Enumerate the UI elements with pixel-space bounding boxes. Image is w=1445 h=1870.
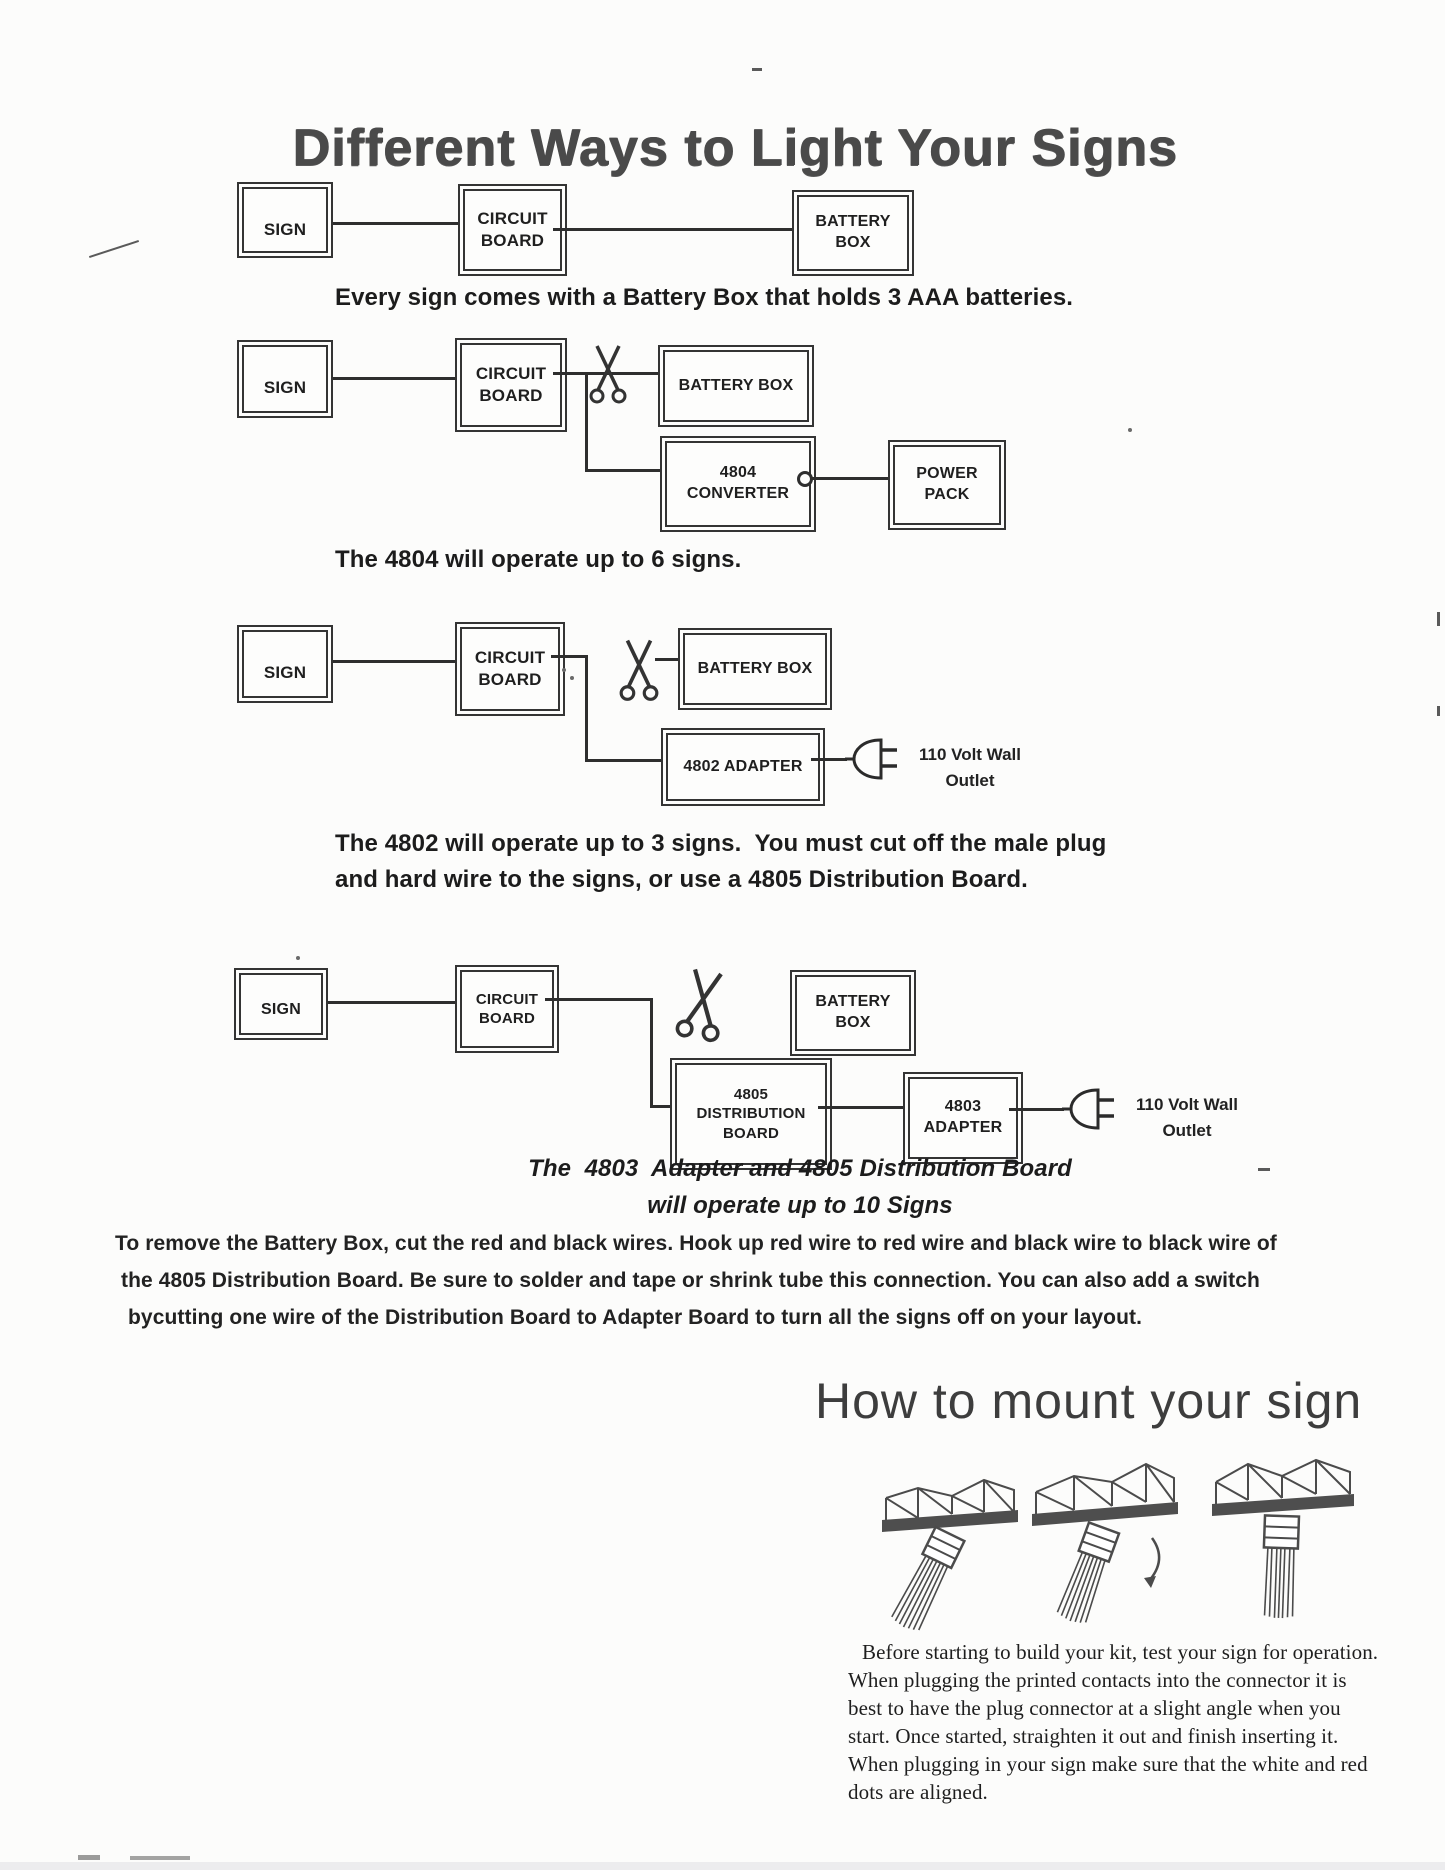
circuit-label: CIRCUIT — [477, 208, 548, 228]
caption-4802-line1: The 4802 will operate up to 3 signs. You must cut off the male plug — [335, 830, 1107, 857]
caption-4803-line1: The 4803 Adapter and 4805 Distribution Board — [528, 1155, 1072, 1182]
scan-speck — [570, 676, 574, 680]
adapter-number-label: 4803 — [944, 1098, 982, 1116]
mount-para-line6: dots are aligned. — [848, 1780, 988, 1804]
wire — [811, 758, 847, 761]
scissors-icon — [672, 964, 732, 1047]
battery-box-box — [790, 970, 916, 1056]
power-label: POWER — [916, 465, 978, 483]
wire — [551, 655, 587, 658]
pen-mark-artifact — [89, 240, 139, 258]
wire — [585, 655, 588, 762]
board-label: BOARD — [479, 1010, 535, 1027]
battery-box-box — [792, 190, 914, 276]
battery-box-box — [678, 628, 832, 710]
wire — [333, 660, 455, 663]
sign-label: SIGN — [263, 377, 307, 397]
scan-bottom-edge — [0, 1862, 1445, 1870]
scan-speck — [296, 956, 300, 960]
scan-speck — [1258, 1168, 1270, 1171]
mount-step2-illustration — [1024, 1452, 1199, 1647]
distribution-number-label: 4805 — [733, 1085, 769, 1103]
caption-4803-line2: will operate up to 10 Signs — [647, 1192, 953, 1219]
wire — [655, 658, 680, 661]
power-pack-box — [888, 440, 1006, 530]
mount-section-title: How to mount your sign — [815, 1373, 1363, 1429]
scan-smudge — [130, 1856, 190, 1860]
mount-para-line1: Before starting to build your kit, test your sign for operation. — [862, 1640, 1379, 1664]
scissors-icon — [618, 638, 660, 704]
outlet-line2: Outlet — [1162, 1120, 1212, 1140]
wire — [585, 469, 660, 472]
scan-speck — [562, 668, 566, 672]
adapter-4802-box — [661, 728, 825, 806]
circuit-board-box — [455, 965, 559, 1053]
circuit-label: CIRCUIT — [474, 647, 546, 667]
outlet-label — [905, 742, 1035, 793]
adapter-label: ADAPTER — [923, 1119, 1003, 1136]
wire — [818, 1106, 903, 1109]
adapter-4803-box — [903, 1072, 1023, 1164]
distribution-board-4805-box — [670, 1058, 832, 1170]
scan-speck-top — [752, 68, 762, 71]
mount-step1-illustration — [872, 1462, 1032, 1657]
battery-box-box — [658, 345, 814, 427]
wall-plug-icon — [1062, 1086, 1120, 1132]
wiring-note-line2: the 4805 Distribution Board. Be sure to solder and tape or shrink tube this connection. You can also add a switch — [121, 1269, 1260, 1292]
box-label: BOX — [835, 234, 871, 251]
wire — [650, 998, 653, 1108]
sign-box — [237, 625, 333, 703]
outlet-label — [1122, 1092, 1252, 1143]
caption-4802-line2: and hard wire to the signs, or use a 4805 Distribution Board. — [335, 866, 1028, 893]
battery-label: BATTERY — [815, 993, 891, 1011]
wire — [333, 377, 455, 380]
outlet-line1: 110 Volt Wall — [918, 745, 1022, 764]
board-label: BOARD — [478, 670, 542, 689]
adapter-4802-label: 4802 ADAPTER — [683, 757, 803, 775]
board-label: BOARD — [479, 386, 543, 405]
wire — [333, 222, 458, 225]
pack-label: PACK — [924, 486, 970, 503]
scan-speck — [1128, 428, 1132, 432]
sign-box — [234, 968, 328, 1040]
wiring-note-line3: bycutting one wire of the Distribution Board to Adapter Board to turn all the signs off on your layout. — [128, 1306, 1143, 1329]
battery-box-label: BATTERY BOX — [697, 659, 813, 677]
wire — [1009, 1108, 1064, 1111]
converter-label: CONVERTER — [686, 485, 790, 502]
mount-para-line4: start. Once started, straighten it out and finish inserting it. — [848, 1724, 1339, 1748]
circuit-label: CIRCUIT — [475, 363, 547, 383]
wall-plug-icon — [845, 736, 903, 782]
outlet-line1: 110 Volt Wall — [1135, 1095, 1239, 1114]
wire — [328, 1001, 455, 1004]
board-label: BOARD — [723, 1124, 779, 1142]
mount-para-line3: best to have the plug connector at a slight angle when you — [848, 1696, 1341, 1720]
box-label: BOX — [835, 1014, 871, 1031]
mount-para-line5: When plugging in your sign make sure that the white and red — [848, 1752, 1368, 1776]
wiring-note-line1: To remove the Battery Box, cut the red and black wires. Hook up red wire to red wire and black wire to black wire of — [115, 1232, 1277, 1255]
wire — [585, 372, 588, 472]
wire — [545, 998, 653, 1001]
scan-smudge — [78, 1855, 100, 1860]
connector-dot — [797, 471, 813, 487]
page-title: Different Ways to Light Your Signs — [292, 119, 1178, 177]
converter-number-label: 4804 — [719, 464, 757, 482]
sign-label: SIGN — [263, 219, 307, 239]
wire — [650, 1105, 672, 1108]
circuit-board-box — [455, 622, 565, 716]
mount-para-line2: When plugging the printed contacts into the connector it is — [848, 1668, 1347, 1692]
scan-edge-mark — [1437, 706, 1440, 716]
caption-batteries: Every sign comes with a Battery Box that holds 3 AAA batteries. — [335, 284, 1074, 311]
battery-box-label: BATTERY BOX — [678, 376, 794, 394]
board-label: BOARD — [480, 231, 545, 250]
wire — [553, 228, 792, 231]
converter-4804-box — [660, 436, 816, 532]
sign-box — [237, 340, 333, 418]
circuit-label: CIRCUIT — [475, 990, 539, 1008]
circuit-board-box — [455, 338, 567, 432]
distribution-label: DISTRIBUTION — [696, 1105, 806, 1123]
wire — [585, 759, 663, 762]
scissors-icon — [588, 344, 628, 406]
sign-label: SIGN — [263, 662, 307, 682]
battery-label: BATTERY — [815, 213, 891, 231]
circuit-board-box — [458, 184, 567, 276]
sign-box — [237, 182, 333, 258]
caption-4804: The 4804 will operate up to 6 signs. — [335, 546, 742, 573]
outlet-line2: Outlet — [945, 770, 995, 790]
sign-label: SIGN — [261, 1001, 301, 1019]
scan-edge-mark — [1437, 612, 1440, 626]
wire — [812, 477, 888, 480]
mount-step3-illustration — [1204, 1448, 1364, 1643]
